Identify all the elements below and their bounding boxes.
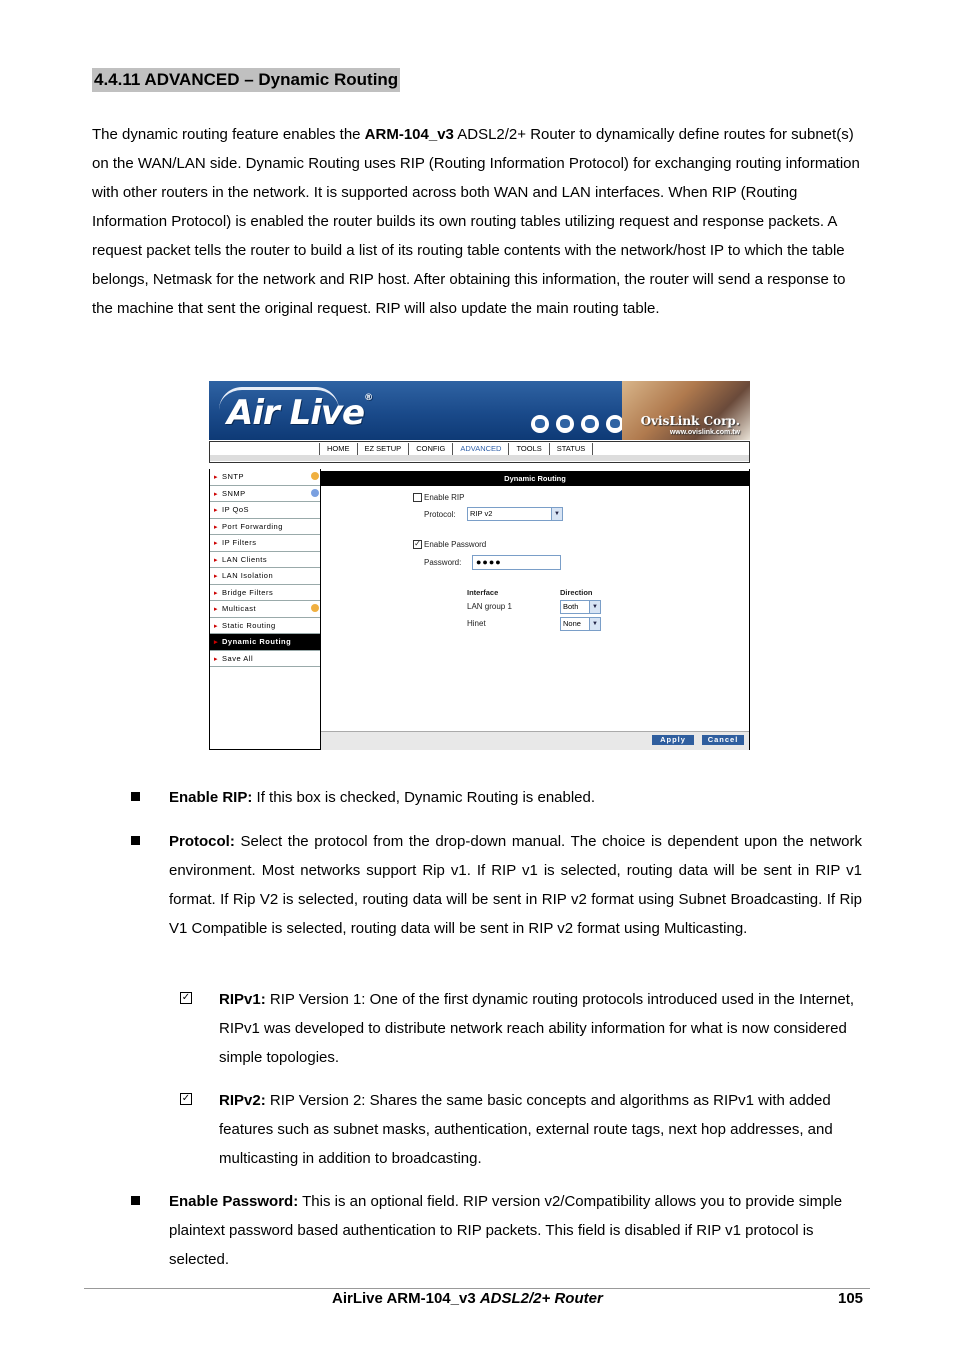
protocol-desc: Protocol: Select the protocol from the drop-down manual. The choice is dependent upon the network environment. Most networks support Rip v1. If RIP v1 is selected, routing data will be sent in RIP v1 format. If Rip V2 is selected, routing data will be sent in RIP v2 format using Subnet Broadcasting. If Rip V1 Compatible is selected, routing data will be sent in RIP v2 format using Multicasting. [169,833,862,937]
sidebar-item-label: Dynamic Routing [222,637,292,646]
page-number: 105 [838,1290,864,1307]
globe-icon [581,415,599,433]
menu-tab-home[interactable]: HOME [319,443,358,455]
intro-paragraph [92,120,864,323]
menu-tab-config[interactable]: CONFIG [408,443,453,455]
banner [209,381,750,440]
sidebar-item-sntp[interactable] [210,469,320,486]
arrow-right-icon: ▸ [214,556,219,564]
content-panel [320,469,750,750]
chevron-down-icon: ▼ [589,618,600,630]
ovislink-brand: OvisLink Corp. [640,414,740,428]
sidebar-item-label: IP QoS [222,505,250,514]
enable-rip-desc: Enable RIP: If this box is checked, Dynamic Routing is enabled. [169,789,596,806]
enable-rip-label: Enable RIP [424,493,465,502]
sidebar-item-label: Save All [222,653,254,663]
sidebar-item-label: SNMP [222,488,246,498]
enable-rip-checkbox[interactable] [413,493,422,502]
arrow-right-icon: ▸ [214,622,219,630]
sidebar-item-label: IP Filters [222,538,257,547]
arrow-right-icon: ▸ [214,606,219,613]
top-menu [320,443,593,455]
sidebar-item-snmp[interactable] [210,486,320,503]
direction-select-hinet[interactable] [560,617,601,631]
section-heading: 4.4.11 ADVANCED – Dynamic Routing [92,68,400,92]
sidebar-item-label: Bridge Filters [222,587,274,597]
apply-button[interactable]: Apply [652,735,694,745]
router-screenshot [209,381,750,750]
menu-tab-advanced[interactable]: ADVANCED [452,443,509,455]
square-bullet-icon [131,1196,140,1205]
enable-password-desc: Enable Password: This is an optional field. RIP version v2/Compatibility allows you to provide simple plaintext password based authentication to RIP packets. This field is disabled if RIP v1 protocol is selected. [169,1193,843,1268]
arrow-right-icon: ▸ [214,490,219,498]
sidebar-item-label: Static Routing [222,620,276,630]
square-bullet-icon [131,836,140,845]
direction-select-lan[interactable] [560,600,601,614]
protocol-label: Protocol: [424,510,456,519]
arrow-right-icon: ▸ [214,523,219,531]
intro-text-after: ADSL2/2+ Router to dynamically define routes for subnet(s) on the WAN/LAN side. Dynamic Routing uses RIP (Routing Information Protocol) for exchanging routing information with other routers in the network. It is supported across both WAN and LAN interfaces. When RIP (Routing Information Protocol) is enabled the router builds its own routing tables utilizing request and response packets. A request packet tells the router to build a list of its routing table contents with the network/host IP to which the table belongs, Netmask for the network and RIP host. After obtaining this information, the router will send a response to the machine that sent the original request. RIP will also update the main routing table. [92,126,860,317]
airlive-logo: Air Live® [227,393,373,433]
arrow-right-icon: ▸ [214,655,219,663]
interface-hinet: Hinet [467,619,486,628]
footer-title: AirLive ARM-104_v3 ADSL2/2+ Router [332,1290,603,1307]
password-label: Password: [424,558,462,567]
status-dot-icon [311,489,319,497]
protocol-select[interactable] [467,507,563,521]
sidebar-item-multicast[interactable] [210,601,320,618]
interface-header: Interface [467,588,499,597]
sidebar-item-ip-filters[interactable] [210,535,320,552]
direction-header: Direction [560,588,593,597]
checkbox-bullet-icon: ✓ [181,992,191,1003]
sidebar-item-save-all[interactable] [210,651,320,668]
enable-rip-row [413,493,464,502]
chevron-down-icon: ▼ [589,601,600,613]
intro-product: ARM-104_v3 [364,126,454,143]
arrow-right-icon: ▸ [214,540,219,547]
sidebar-item-label: Multicast [222,604,257,613]
intro-text-before: The dynamic routing feature enables the [92,126,365,143]
sidebar-item-lan-isolation[interactable] [210,568,320,585]
ovislink-url: www.ovislink.com.tw [669,429,740,436]
enable-password-label: Enable Password [424,540,487,549]
ripv1-desc: RIPv1: RIP Version 1: One of the first dynamic routing protocols introduced used in the Internet, RIPv1 was developed to distribute network reach ability information for what is now considered simple topologies. [219,991,855,1066]
direction-value: None [563,619,581,628]
menu-tab-tools[interactable]: TOOLS [508,443,549,455]
chevron-down-icon: ▼ [551,508,562,520]
arrow-right-icon: ▸ [214,573,219,580]
footer-rule [84,1288,870,1289]
enable-password-checkbox[interactable]: ✓ [414,539,421,549]
globe-icons [531,415,631,438]
sidebar-item-label: SNTP [222,472,245,481]
protocol-value: RIP v2 [470,509,493,518]
status-dot-icon [311,604,319,612]
arrow-right-icon: ▸ [214,589,219,597]
direction-value: Both [563,602,579,611]
password-input[interactable]: ●●●● [472,555,561,570]
arrow-right-icon: ▸ [214,639,219,646]
sidebar-item-label: LAN Isolation [222,571,274,580]
panel-title: Dynamic Routing [321,471,749,486]
sidebar-item-lan-clients[interactable] [210,552,320,569]
button-bar [321,731,749,750]
globe-icon [531,415,549,433]
status-dot-icon [311,472,319,480]
cancel-button[interactable]: Cancel [702,735,744,745]
globe-icon [556,415,574,433]
menu-tab-ez-setup[interactable]: EZ SETUP [357,443,410,455]
sidebar-item-port-forwarding[interactable] [210,519,320,536]
sidebar-item-label: LAN Clients [222,554,268,564]
ripv2-desc: RIPv2: RIP Version 2: Shares the same basic concepts and algorithms as RIPv1 with added features such as subnet masks, authentication, external route tags, next hop addresses, and multicasting in addition to broadcasting. [219,1092,833,1167]
arrow-right-icon: ▸ [214,507,219,514]
square-bullet-icon [131,792,140,801]
sidebar-item-static-routing[interactable] [210,618,320,635]
sidebar [209,469,321,750]
sidebar-item-bridge-filters[interactable] [210,585,320,602]
arrow-right-icon: ▸ [214,474,219,481]
interface-lan-group-1: LAN group 1 [467,602,512,611]
sidebar-item-ip-qos[interactable] [210,502,320,519]
sidebar-item-dynamic-routing[interactable] [210,634,320,651]
menu-tab-status[interactable]: STATUS [549,443,593,455]
sidebar-item-label: Port Forwarding [222,521,283,531]
checkbox-bullet-icon: ✓ [181,1093,191,1104]
enable-password-row [413,540,486,549]
top-menu-bar [209,441,750,463]
